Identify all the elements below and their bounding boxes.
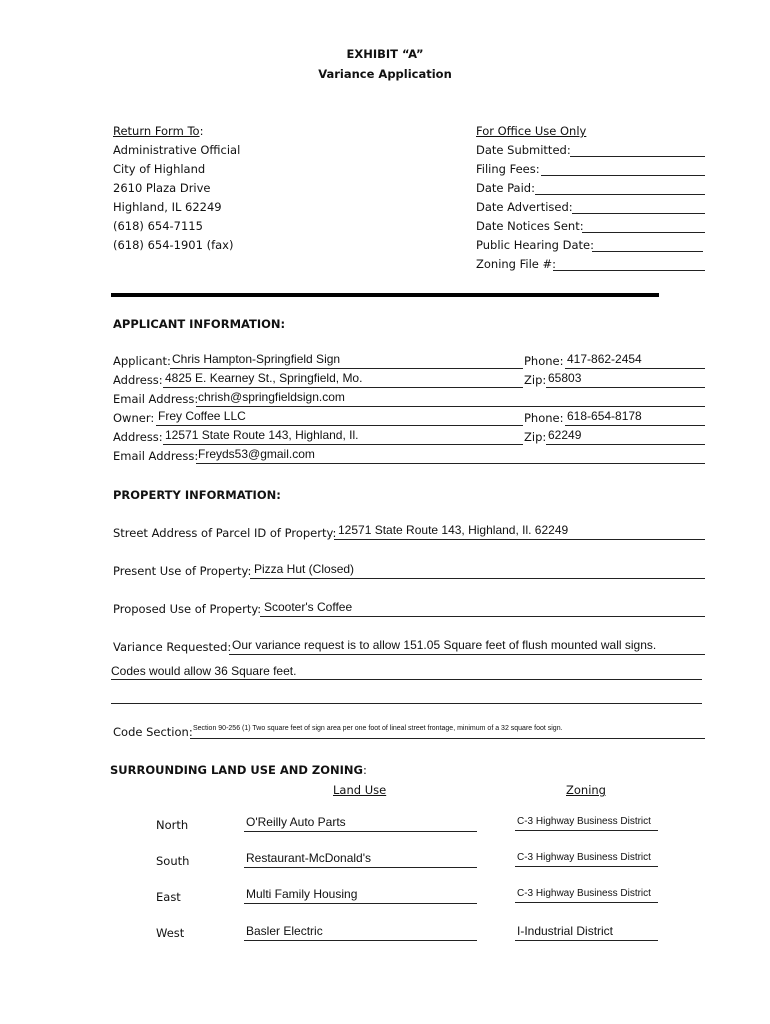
phone-value[interactable]: 417-862-2454 [567,352,642,366]
code-section-label: Code Section: [113,725,193,739]
applicant-label: Applicant: [113,354,171,368]
variance-value-line2[interactable]: Codes would allow 36 Square feet. [111,664,297,678]
variance-line [229,654,705,655]
office-field-label: Date Notices Sent: [476,219,584,233]
email-line [196,406,705,407]
zoning-column-header: Zoning [566,783,606,797]
direction-label: South [156,854,190,868]
owner-email-line [196,463,705,464]
address-label: Address: [113,373,163,387]
phone-label: Phone: [524,354,564,368]
street-line [334,539,705,540]
land-use-value[interactable]: Basler Electric [246,924,323,938]
direction-label: West [156,926,185,940]
zip-line [546,387,705,388]
zoning-line [515,902,658,903]
street-label: Street Address of Parcel ID of Property: [113,526,337,540]
present-use-label: Present Use of Property: [113,564,252,578]
proposed-use-label: Proposed Use of Property: [113,602,262,616]
owner-address-value[interactable]: 12571 State Route 143, Highland, Il. [165,428,359,442]
land-use-line [244,903,477,904]
return-line: 2610 Plaza Drive [113,181,211,195]
owner-zip-line [546,444,705,445]
variance-value[interactable]: Our variance request is to allow 151.05 Square feet of flush mounted wall signs. [232,638,657,652]
office-field-label: Public Hearing Date: [476,238,594,252]
office-use-heading: For Office Use Only [476,124,587,138]
owner-email-value[interactable]: Freyds53@gmail.com [198,447,315,461]
present-use-value[interactable]: Pizza Hut (Closed) [254,562,355,576]
zoning-value[interactable]: C-3 Highway Business District [517,816,651,827]
proposed-use-value[interactable]: Scooter's Coffee [264,600,353,614]
land-use-line [244,831,477,832]
return-line: Administrative Official [113,143,241,157]
phone-line [565,368,705,369]
land-use-value[interactable]: O'Reilly Auto Parts [246,815,346,829]
applicant-line [170,368,523,369]
return-line: Highland, IL 62249 [113,200,222,214]
variance-line-3[interactable] [111,703,702,704]
office-field-label: Date Submitted: [476,143,571,157]
direction-label: East [156,890,181,904]
office-field-line[interactable] [535,194,705,195]
address-value[interactable]: 4825 E. Kearney St., Springfield, Mo. [165,371,363,385]
zoning-line [515,866,658,867]
zip-value[interactable]: 65803 [548,371,582,385]
email-label: Email Address: [113,392,199,406]
zoning-line [515,830,658,831]
land-use-column-header: Land Use [333,783,387,797]
owner-zip-value[interactable]: 62249 [548,428,582,442]
owner-zip-label: Zip: [524,430,547,444]
surrounding-heading: SURROUNDING LAND USE AND ZONING: [110,763,367,777]
land-use-value[interactable]: Multi Family Housing [246,887,358,901]
applicant-value[interactable]: Chris Hampton-Springfield Sign [172,352,341,366]
code-section-line [190,738,705,739]
section-divider [111,293,659,297]
office-field-line[interactable] [570,156,705,157]
zoning-line [515,940,658,941]
owner-email-label: Email Address: [113,449,199,463]
office-field-label: Date Paid: [476,181,535,195]
zoning-value[interactable]: I-Industrial District [517,924,614,938]
office-field-label: Date Advertised: [476,200,573,214]
office-field-line[interactable] [553,270,705,271]
return-line: City of Highland [113,162,206,176]
property-heading: PROPERTY INFORMATION: [113,488,281,502]
land-use-line [244,940,477,941]
owner-phone-label: Phone: [524,411,564,425]
return-line: (618) 654-7115 [113,219,203,233]
present-use-line [250,578,705,579]
office-field-label: Zoning File #: [476,257,557,271]
owner-phone-line [565,425,705,426]
code-section-value[interactable]: Section 90-256 (1) Two square feet of sign area per one foot of lineal street frontage, minimum of a 32 square foot sign. [193,725,563,732]
address-line [163,387,523,388]
owner-value[interactable]: Frey Coffee LLC [158,409,246,423]
owner-address-label: Address: [113,430,163,444]
zoning-value[interactable]: C-3 Highway Business District [517,888,651,899]
owner-address-line [163,444,523,445]
street-value[interactable]: 12571 State Route 143, Highland, Il. 62249 [338,523,569,537]
owner-phone-value[interactable]: 618-654-8178 [567,409,642,423]
direction-label: North [156,818,189,832]
form-subtitle: Variance Application [318,67,452,81]
zip-label: Zip: [524,373,547,387]
office-field-line[interactable] [582,232,705,233]
owner-line [156,425,523,426]
office-field-line[interactable] [541,175,705,176]
land-use-value[interactable]: Restaurant-McDonald's [246,851,372,865]
office-field-label: Filing Fees: [476,162,540,176]
exhibit-title: EXHIBIT “A” [346,47,424,61]
return-line: (618) 654-1901 (fax) [113,238,234,252]
owner-label: Owner: [113,411,155,425]
office-field-line[interactable] [572,213,705,214]
variance-line-2 [111,679,702,680]
proposed-use-line [260,616,705,617]
applicant-heading: APPLICANT INFORMATION: [113,317,286,331]
zoning-value[interactable]: C-3 Highway Business District [517,852,651,863]
return-heading: Return Form To: [113,124,204,138]
land-use-line [244,867,477,868]
email-value[interactable]: chrish@springfieldsign.com [198,390,345,404]
variance-label: Variance Requested: [113,640,232,654]
office-field-line[interactable] [592,251,703,252]
